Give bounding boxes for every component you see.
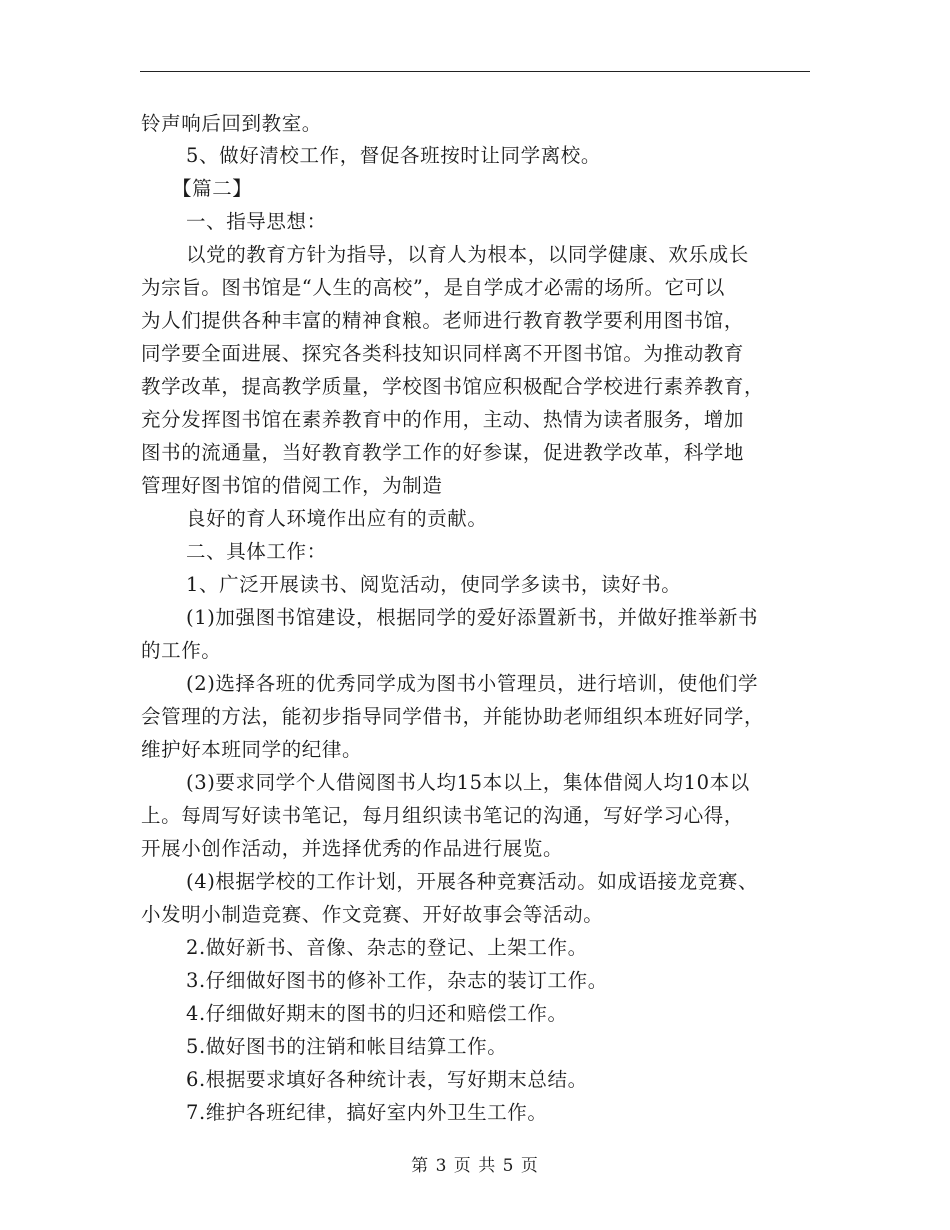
text-line: 铃声响后回到教室。 — [141, 112, 322, 135]
text-line: 教学改革，提高教学质量，学校图书馆应积极配合学校进行素养教育， — [141, 375, 765, 398]
text-line: 开展小创作活动，并选择优秀的作品进行展览。 — [141, 837, 564, 860]
text-line: 图书的流通量，当好教育教学工作的好参谋，促进教学改革，科学地 — [141, 441, 745, 464]
text-line: 二、具体工作： — [186, 540, 327, 563]
text-line: 同学要全面进展、探究各类科技知识同样离不开图书馆。为推动教育 — [141, 342, 745, 365]
text-line: 维护好本班同学的纪律。 — [141, 738, 363, 761]
text-line: 7.维护各班纪律，搞好室内外卫生工作。 — [186, 1101, 548, 1124]
text-line: 上。每周写好读书笔记，每月组织读书笔记的沟通，写好学习心得， — [141, 804, 745, 827]
text-line: 1、广泛开展读书、阅览活动，使同学多读书，读好书。 — [186, 573, 682, 596]
text-line: (1)加强图书馆建设，根据同学的爱好添置新书，并做好推举新书 — [186, 606, 759, 629]
text-line: 5、做好清校工作，督促各班按时让同学离校。 — [186, 144, 602, 167]
text-line: 小发明小制造竞赛、作文竞赛、开好故事会等活动。 — [141, 903, 604, 926]
text-line: (3)要求同学个人借阅图书人均15本以上，集体借阅人均10本以 — [186, 771, 750, 794]
text-line: (2)选择各班的优秀同学成为图书小管理员，进行培训，使他们学 — [186, 672, 759, 695]
text-line: 5.做好图书的注销和帐目结算工作。 — [186, 1035, 508, 1058]
text-line: 良好的育人环境作出应有的贡献。 — [186, 507, 488, 530]
text-line: 会管理的方法，能初步指导同学借书，并能协助老师组织本班好同学， — [141, 705, 765, 728]
text-line: 管理好图书馆的借阅工作，为制造 — [141, 474, 443, 497]
text-line: 3.仔细做好图书的修补工作，杂志的装订工作。 — [186, 969, 608, 992]
text-line: (4)根据学校的工作计划，开展各种竞赛活动。如成语接龙竞赛、 — [186, 870, 759, 893]
text-line: 6.根据要求填好各种统计表，写好期末总结。 — [186, 1068, 588, 1091]
text-line: 以党的教育方针为指导，以育人为根本，以同学健康、欢乐成长 — [186, 243, 749, 266]
page-footer: 第 3 页 共 5 页 — [411, 1156, 539, 1176]
text-line: 一、指导思想： — [186, 210, 327, 233]
text-line: 4.仔细做好期末的图书的归还和赔偿工作。 — [186, 1002, 568, 1025]
text-line: 的工作。 — [141, 639, 222, 662]
text-line: 为宗旨。图书馆是“人生的高校”，是自学成才必需的场所。它可以 — [141, 276, 725, 299]
section-heading: 【篇二】 — [172, 177, 253, 200]
text-line: 充分发挥图书馆在素养教育中的作用，主动、热情为读者服务，增加 — [141, 408, 745, 431]
text-line: 为人们提供各种丰富的精神食粮。老师进行教育教学要利用图书馆， — [141, 309, 745, 332]
text-line: 2.做好新书、音像、杂志的登记、上架工作。 — [186, 936, 588, 959]
